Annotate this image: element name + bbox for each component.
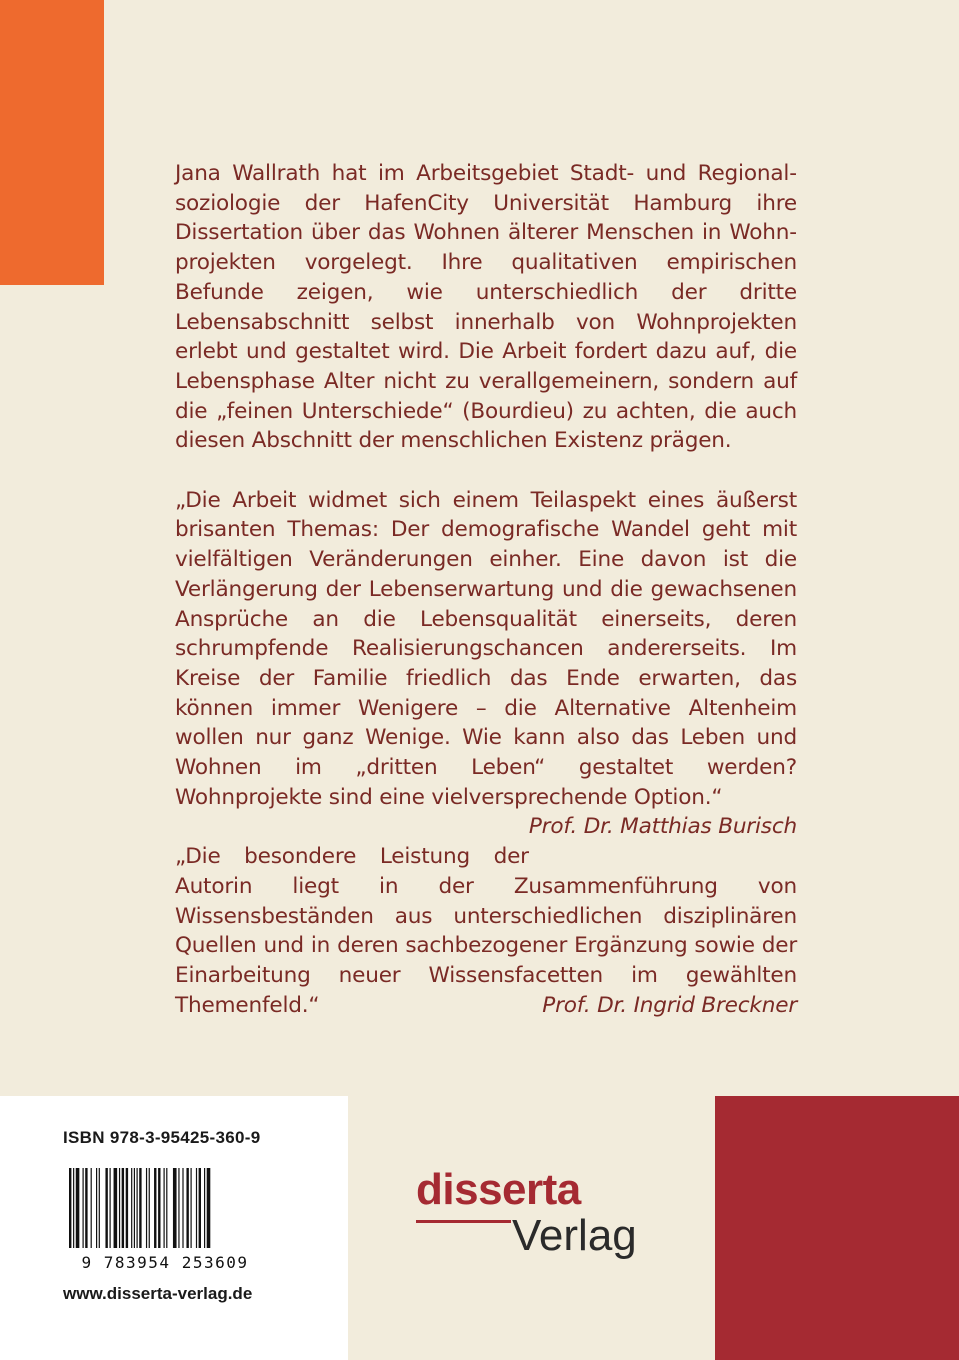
barcode-digits: 9 783954 253609	[81, 1253, 249, 1270]
barcode-bar	[139, 1168, 141, 1248]
barcode-bar	[134, 1168, 135, 1248]
author-description: Jana Wallrath hat im Arbeitsgebiet Stadt- und Regionalsoziologie der HafenCity Universität Hamburg ihre Dissertation über das Wohnen älterer Menschen in Wohnprojekten vorgelegt. Ihre qualitativen empirischen Befunde zeigen, wie unterschiedlich der dritte Lebensabschnitt selbst innerhalb von Wohnprojekten erlebt und gestaltet wird. Die Arbeit fordert dazu auf, die Lebensphase Alter nicht zu verallgemeinern, sondern auf die „feinen Unterschiede“ (Bourdieu) zu achten, die auch diesen Abschnitt der menschlichen Existenz prägen.	[175, 161, 797, 454]
red-accent-block	[715, 1096, 959, 1360]
barcode-bar	[182, 1168, 183, 1248]
barcode-bar	[191, 1168, 192, 1248]
barcode-bar	[76, 1168, 80, 1248]
isbn-label: ISBN 978-3-95425-360-9	[63, 1128, 261, 1147]
isbn-barcode	[63, 1168, 268, 1270]
barcode-bar	[149, 1168, 150, 1248]
barcode-bar	[91, 1168, 92, 1248]
back-cover-text	[175, 159, 797, 1020]
barcode-bar	[178, 1168, 179, 1248]
barcode-bar	[199, 1168, 201, 1248]
barcode-bar	[173, 1168, 177, 1248]
barcode-bar	[119, 1168, 120, 1248]
barcode-bar	[69, 1168, 71, 1248]
barcode-bar	[158, 1168, 160, 1248]
barcode-bar	[99, 1168, 100, 1248]
barcode-bar	[204, 1168, 205, 1248]
barcode-bar	[114, 1168, 118, 1248]
barcode-bar	[131, 1168, 132, 1248]
barcode-bar	[207, 1168, 211, 1248]
barcode-bar	[186, 1168, 188, 1248]
barcode-bar	[122, 1168, 124, 1248]
publisher-url: www.disserta-verlag.de	[63, 1284, 253, 1303]
quote-burisch	[175, 486, 797, 840]
quote-burisch-author: Prof. Dr. Matthias Burisch	[528, 814, 797, 840]
barcode-bar	[83, 1168, 84, 1248]
orange-accent-block	[0, 0, 104, 285]
barcode-bar	[196, 1168, 197, 1248]
barcode-bar	[73, 1168, 74, 1248]
quote-burisch-text: „Die Arbeit widmet sich einem Teilaspekt eines äußerst brisanten Themas: Der demografische Wandel geht mit vielfältigen Veränderungen einher. Eine davon ist die Verlängerung der Lebenserwartung und die gewachsenen Ansprüche an die Lebensqualität einerseits, deren schrumpfende Realisierungschancen andererseits. Im Kreise der Familie friedlich das Ende erwarten, das können immer Wenigere – die Alternative Altenheim wollen nur ganz Wenige. Wie kann also das Leben und Wohnen im „dritten Leben“ gestaltet werden? Wohnprojekte sind eine vielversprechende Option.“	[175, 487, 797, 810]
barcode-bar	[105, 1168, 107, 1248]
barcode-bar	[154, 1168, 156, 1248]
barcode-bar	[146, 1168, 147, 1248]
logo-disserta: disserta	[416, 1165, 581, 1214]
barcode-bar	[96, 1168, 97, 1248]
disserta-verlag-logo	[416, 1166, 656, 1276]
barcode-bar	[137, 1168, 138, 1248]
barcode-bar	[164, 1168, 165, 1248]
barcode-bar	[166, 1168, 167, 1248]
quote-breckner	[175, 842, 797, 1020]
barcode-bar	[110, 1168, 111, 1248]
quote-breckner-text: „Die besondere Leistung der Autorin liegt in der Zusammenführung von Wissensbeständen aus unterschiedlichen disziplinären Quellen und in deren sachbezogener Ergänzung sowie der Einarbeitung neuer Wissensfacetten im gewählten Themenfeld.“	[175, 844, 797, 1018]
quote-breckner-author: Prof. Dr. Ingrid Breckner	[542, 992, 797, 1018]
barcode-bar	[85, 1168, 87, 1248]
barcode-bar	[126, 1168, 128, 1248]
logo-rule	[416, 1220, 511, 1223]
logo-verlag: Verlag	[512, 1211, 637, 1260]
